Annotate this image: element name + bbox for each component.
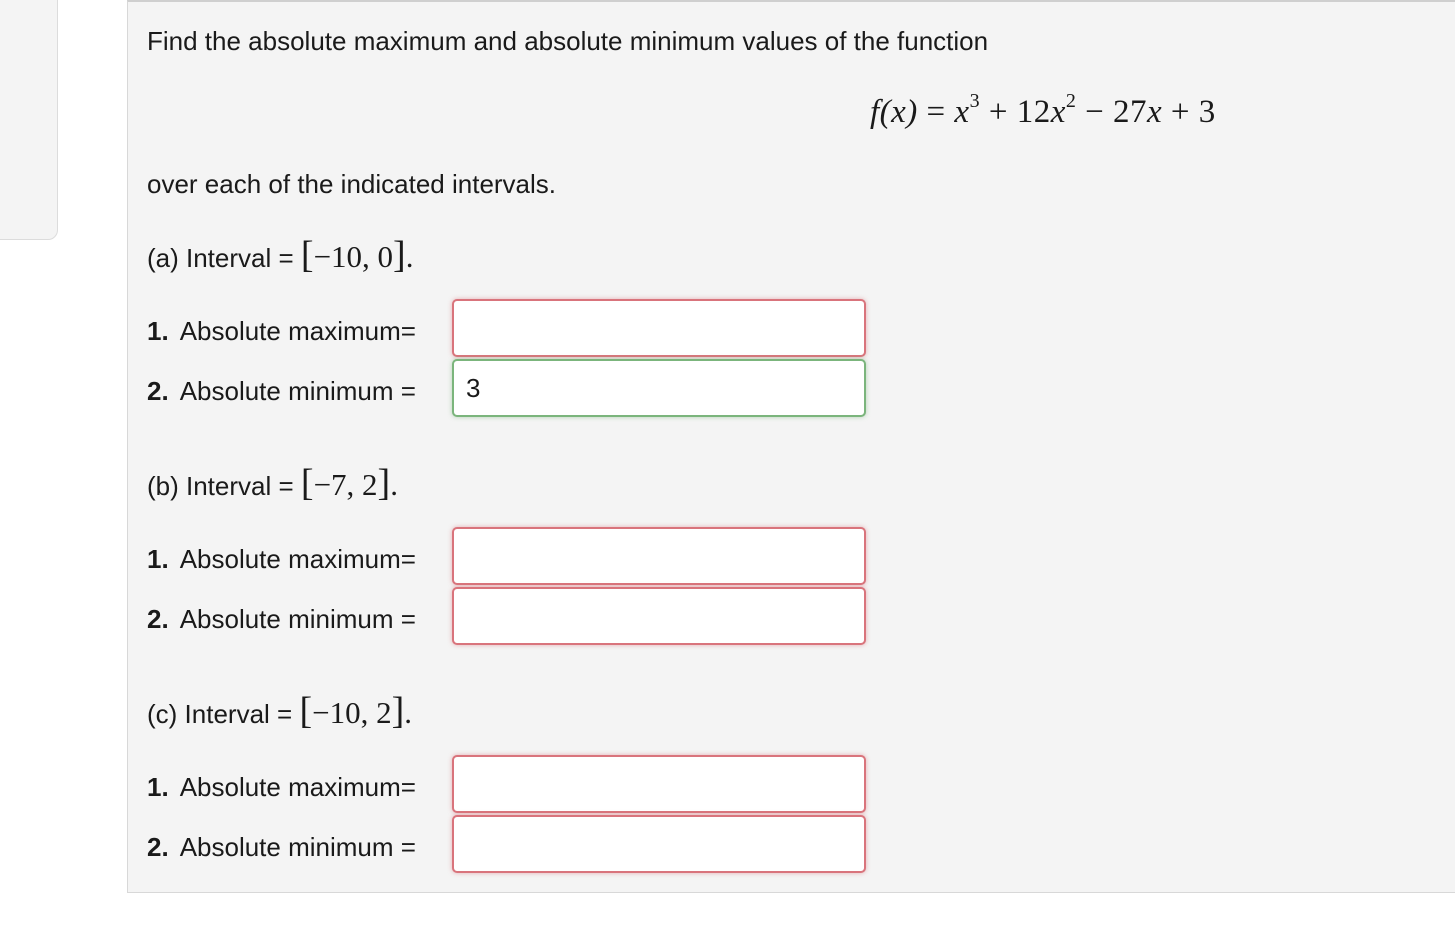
formula-t4: 3: [1198, 94, 1216, 130]
part-c-min-row: [147, 832, 416, 863]
formula-lhs: f(x): [870, 94, 918, 130]
part-b-max-label: Absolute maximum=: [179, 544, 416, 574]
part-a-min-label: Absolute minimum =: [179, 376, 416, 406]
item-number: 1.: [147, 544, 169, 574]
part-b-max-input[interactable]: [452, 527, 866, 585]
item-number: 1.: [147, 772, 169, 802]
item-number: 2.: [147, 376, 169, 406]
part-c-min-input[interactable]: [452, 815, 866, 873]
part-c-max-label: Absolute maximum=: [179, 772, 416, 802]
item-number: 1.: [147, 316, 169, 346]
formula-t2-exp: 2: [1065, 90, 1077, 112]
part-b-interval: (b) Interval = [−7, 2].: [147, 462, 398, 504]
part-c-interval-value: −10, 2: [312, 695, 392, 730]
part-a-interval-value: −10, 0: [313, 239, 394, 274]
formula-t3-coef: 27: [1112, 94, 1147, 130]
part-a-min-row: [147, 376, 416, 407]
part-b-min-input[interactable]: [452, 587, 866, 645]
part-a-max-label: Absolute maximum=: [179, 316, 416, 346]
part-a-max-row: [147, 316, 416, 347]
part-c-label: (c) Interval =: [147, 699, 293, 729]
part-b-min-row: [147, 604, 416, 635]
formula-t1-base: x: [954, 94, 970, 130]
formula-t3-base: x: [1146, 94, 1163, 130]
part-c-min-label: Absolute minimum =: [179, 832, 416, 862]
part-a-max-input[interactable]: [452, 299, 866, 357]
formula-op3: +: [1170, 94, 1191, 130]
part-b-interval-value: −7, 2: [313, 467, 378, 502]
formula-t1-exp: 3: [969, 90, 981, 112]
part-b-max-row: [147, 544, 416, 575]
formula-eq: =: [926, 94, 946, 130]
formula-op2: −: [1085, 94, 1105, 130]
formula-op1: +: [988, 94, 1008, 130]
part-a-min-input[interactable]: [452, 359, 866, 417]
part-c-interval: (c) Interval = [−10, 2].: [147, 690, 412, 732]
problem-intro: Find the absolute maximum and absolute minimum values of the function: [147, 26, 989, 56]
left-sidebar-panel: [0, 0, 58, 240]
part-b-min-label: Absolute minimum =: [179, 604, 416, 634]
part-c-max-row: [147, 772, 416, 803]
item-number: 2.: [147, 604, 169, 634]
part-a-interval: (a) Interval = [−10, 0].: [147, 234, 414, 276]
formula-t2-coef: 12: [1016, 94, 1051, 130]
item-number: 2.: [147, 832, 169, 862]
part-a-label: (a) Interval =: [147, 243, 294, 273]
formula-t2-base: x: [1050, 94, 1066, 130]
intervals-text: over each of the indicated intervals.: [147, 169, 557, 199]
part-c-max-input[interactable]: [452, 755, 866, 813]
function-formula: [870, 90, 1216, 131]
part-b-label: (b) Interval =: [147, 471, 294, 501]
